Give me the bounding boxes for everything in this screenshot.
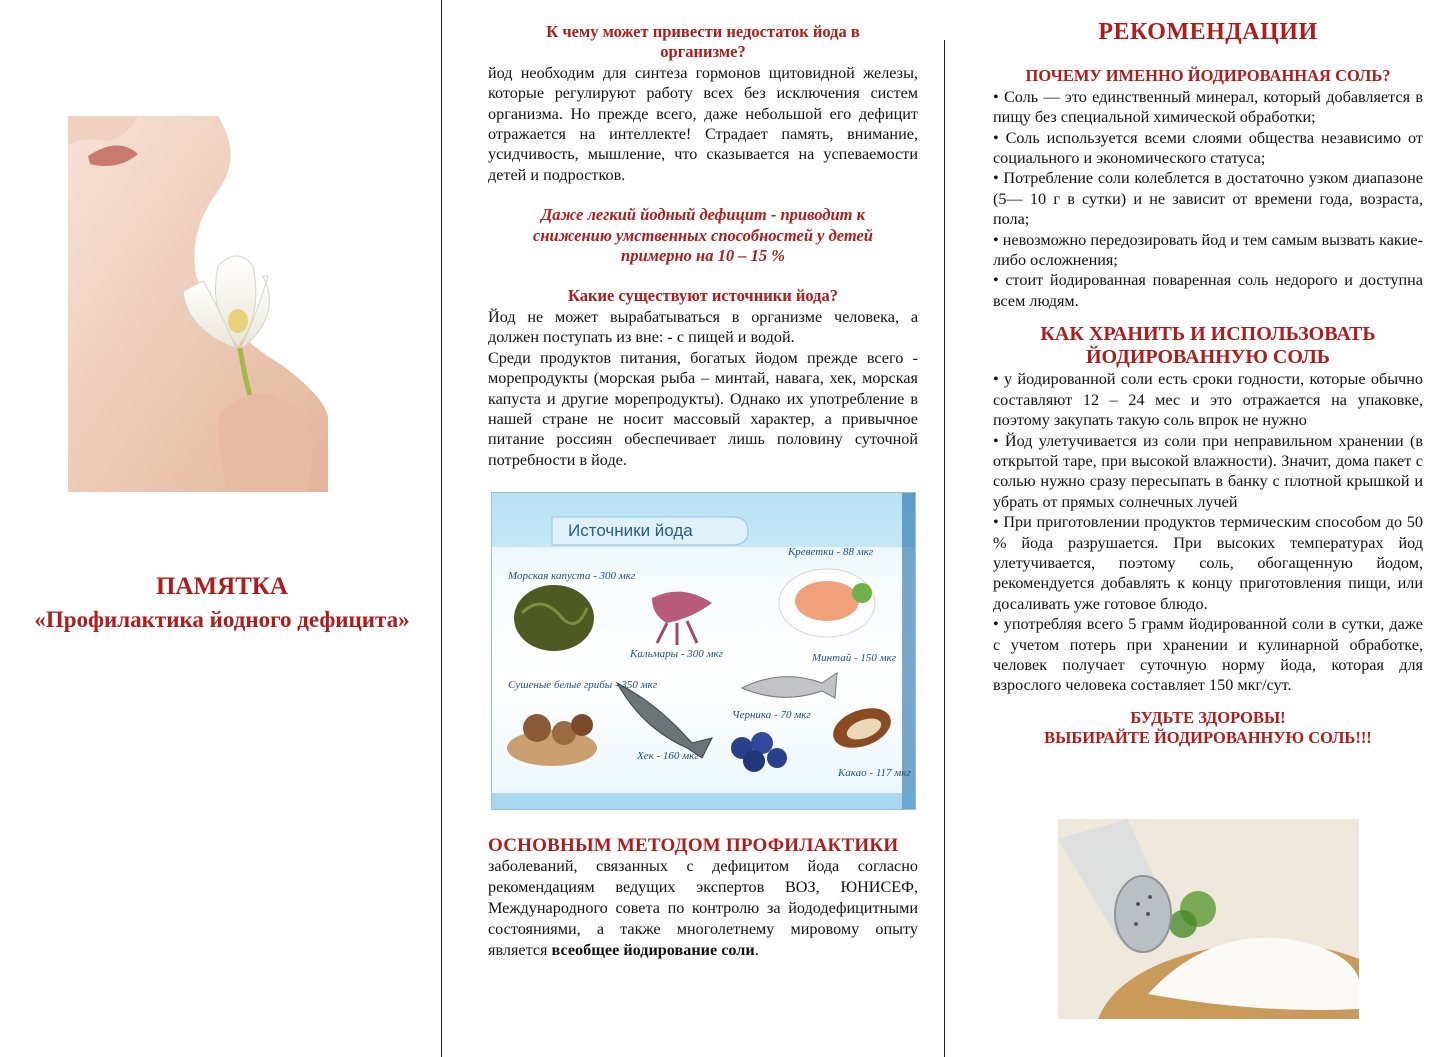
heading-iodine-sources: Какие существуют источники йода?	[567, 286, 839, 306]
label-mushrooms: Сушеные белые грибы - 350 мкг	[508, 679, 658, 691]
prevention-method-end: .	[754, 940, 759, 959]
paragraph-iodine-role: йод необходим для синтеза гормонов щитовидной железы, которые регулируют работу всех без исключения систем организма. Но прежде всего, даже небольшой его дефицит отражается на интеллекте! Страдает память, внимание, усидчивость, мышление, что сказывается на успеваемости детей и подростков.	[488, 63, 918, 184]
label-shrimp: Креветки - 88 мкг	[788, 546, 874, 558]
fold-line-right	[944, 40, 945, 1057]
heading-iodine-deficiency: К чему может привести недостаток йода в организме?	[546, 22, 860, 62]
prevention-method-block	[488, 832, 918, 960]
iodine-sources-infographic	[491, 492, 916, 810]
closing-choose-iodized-salt: ВЫБИРАЙТЕ ЙОДИРОВАННУЮ СОЛЬ!!!	[1044, 728, 1372, 748]
brochure-title: ПАМЯТКА	[155, 573, 288, 600]
storage-item-3: • При приготовлении продуктов термическим способом до 50 % йода разрушается. При высоких температурах йод улетучивается, поэтому соль, обогащенную йодом, рекомендуется добавлять к концу приготовления пищи, или досаливать уже готовое блюдо.	[993, 513, 1423, 613]
paragraph-prevention-method	[488, 856, 918, 960]
storage-item-4: • употребляя всего 5 грамм йодированной соли в сутки, даже с учетом потерь при хранении и кулинарной обработке, человек получает суточную норму йода, которая для взрослого человека составляет 150 мкг/сут.	[993, 615, 1423, 695]
pollock-image	[742, 673, 837, 698]
paragraph-iodine-intake: Йод не может вырабатываться в организме человека, а должен поступать из вне: - с пищей и водой.	[488, 307, 918, 347]
photo-salt-shaker	[1058, 819, 1359, 1019]
storage-item-2: • Йод улетучивается из соли при неправильном хранении (в открытой таре, при высокой влажности). Значит, дома пакет с солью нужно сразу пересыпать в банку с плотной крышкой и убрать от прямых солнечных лучей	[993, 431, 1423, 511]
hake-image	[617, 683, 712, 758]
fold-line-left	[441, 0, 442, 1057]
why-item-4: • невозможно передозировать йод и тем самым вызвать какие-либо осложнения;	[993, 230, 1423, 270]
why-item-2: • Соль используется всеми слоями общества независимо от социального и экономического статуса;	[993, 128, 1423, 168]
label-blueberries: Черника - 70 мкг	[732, 709, 811, 721]
panel-right	[993, 19, 1423, 749]
why-item-5: • стоит йодированная поваренная соль недорого и доступна всем людям.	[993, 271, 1423, 310]
heading-recommendations: РЕКОМЕНДАЦИИ	[1098, 19, 1318, 45]
label-pollock: Минтай - 150 мкг	[812, 652, 897, 664]
label-cocoa: Какао - 117 мкг	[838, 767, 911, 779]
why-item-1: • Соль — это единственный минерал, который добавляется в пищу без специальной химической обработки;	[993, 87, 1423, 127]
label-hake: Хек - 160 мкг	[637, 750, 699, 762]
closing-be-healthy: БУДЬТЕ ЗДОРОВЫ!	[1130, 707, 1286, 727]
prevention-method-text: заболеваний, связанных с дефицитом йода согласно рекомендациям ведущих экспертов ВОЗ, ЮНИСЕФ, Международного совета по контролю за йододефицитными состояниями, а также многолетнему мировому опыту является	[488, 857, 918, 959]
heading-storage-use: КАК ХРАНИТЬ И ИСПОЛЬЗОВАТЬ ЙОДИРОВАННУЮ СОЛЬ	[1040, 323, 1376, 369]
warning-iq-reduction: Даже легкий йодный дефицит - приводит к снижению умственных способностей у детей примерно на 10 – 15 %	[533, 205, 873, 266]
label-seaweed: Морская капуста - 300 мкг	[508, 570, 636, 582]
why-item-3: • Потребление соли колеблется в достаточно узком диапазоне (5— 10 г в сутки) и не зависит от времени года, возраста, пола;	[993, 169, 1423, 229]
storage-item-1: • у йодированной соли есть сроки годности, которые обычно составляют 12 – 24 мес и это отражается на упаковке, поэтому закупать такую соль впрок не нужно	[993, 370, 1423, 430]
infographic-title: Источники йода	[568, 521, 693, 540]
panel-middle	[488, 22, 918, 470]
heading-prevention-method: ОСНОВНЫМ МЕТОДОМ ПРОФИЛАКТИКИ	[488, 835, 899, 856]
heading-why-iodized-salt: ПОЧЕМУ ИМЕННО ЙОДИРОВАННАЯ СОЛЬ?	[1025, 66, 1391, 86]
squid-image	[652, 592, 712, 623]
blueberries-image	[731, 732, 787, 772]
photo-woman-with-flower	[68, 116, 328, 492]
brochure-title-block	[0, 573, 444, 633]
brochure-subtitle: «Профилактика йодного дефицита»	[34, 607, 410, 632]
label-squid: Кальмары - 300 мкг	[630, 648, 723, 660]
universal-iodization-emphasis: всеобщее йодирование соли	[551, 940, 755, 959]
paragraph-seafood: Среди продуктов питания, богатых йодом прежде всего - морепродукты (морская рыба – минтай, навага, хек, морская капуста и другие морепродукты). Однако их употребление в нашей стране не носит массовый характер, а привычное питание россиян обеспечивает лишь половину суточной потребности в йоде.	[488, 348, 918, 469]
